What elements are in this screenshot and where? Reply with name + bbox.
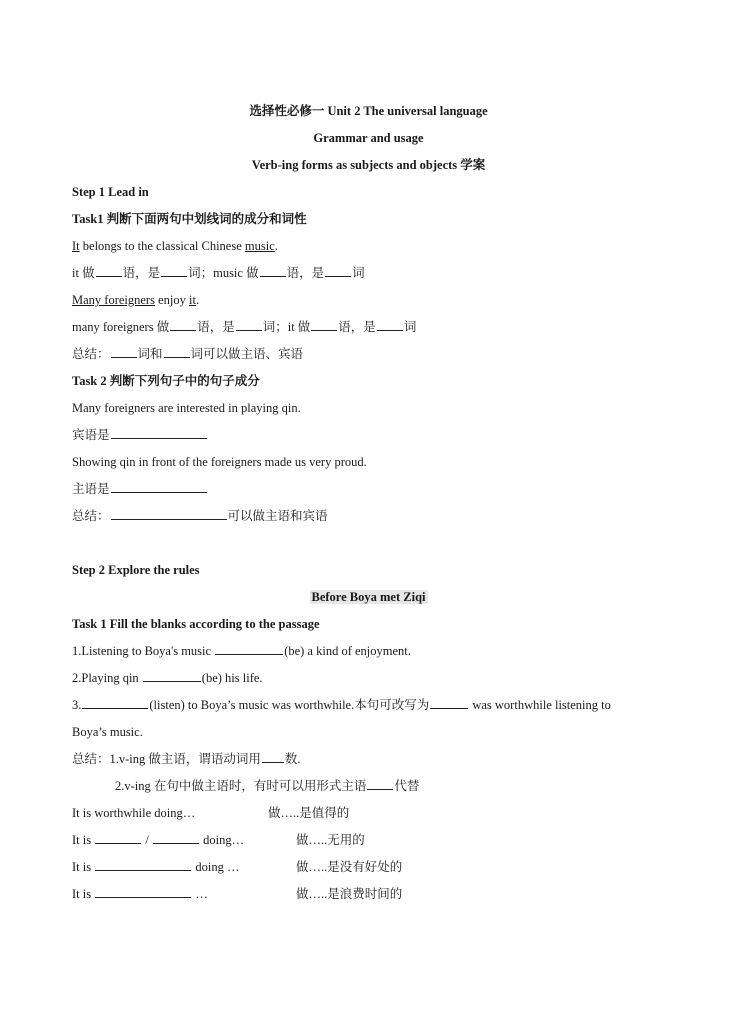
blank[interactable] bbox=[161, 265, 187, 277]
text: 2.Playing qin bbox=[72, 671, 142, 685]
blank[interactable] bbox=[111, 508, 227, 520]
phrase-4-meaning: 做…..是浪费时间的 bbox=[296, 887, 403, 901]
phrase-4 bbox=[72, 886, 208, 902]
phrase-1: It is worthwhile doing… bbox=[72, 806, 196, 820]
blank[interactable] bbox=[95, 832, 141, 844]
step2-heading: Step 2 Explore the rules bbox=[72, 563, 200, 577]
text: 语，是 bbox=[122, 266, 161, 280]
phrase-2 bbox=[72, 832, 244, 848]
task2-summary bbox=[72, 508, 328, 524]
underlined-word: It bbox=[72, 239, 80, 253]
blank[interactable] bbox=[96, 265, 122, 277]
phrase-2-meaning: 做…..无用的 bbox=[296, 833, 365, 847]
blank[interactable] bbox=[95, 886, 191, 898]
summary-1 bbox=[72, 751, 301, 767]
text: 词 bbox=[403, 320, 417, 334]
blank[interactable] bbox=[260, 265, 286, 277]
text: 可以做主语和宾语 bbox=[227, 509, 328, 523]
text: 数. bbox=[284, 752, 301, 766]
text: 语，是 bbox=[286, 266, 325, 280]
text: 1.Listening to Boya's music bbox=[72, 644, 215, 658]
blank[interactable] bbox=[325, 265, 351, 277]
task1-summary bbox=[72, 346, 303, 362]
task2-heading: Task 2 判断下列句子中的句子成分 bbox=[72, 374, 260, 388]
text: doing… bbox=[199, 833, 245, 847]
blank[interactable] bbox=[262, 751, 284, 763]
item-3-continued: Boya’s music. bbox=[72, 725, 143, 739]
blank[interactable] bbox=[95, 859, 191, 871]
text: doing … bbox=[192, 860, 240, 874]
doc-topic: Verb-ing forms as subjects and objects 学案 bbox=[251, 158, 486, 172]
sentence-1 bbox=[72, 238, 278, 254]
task1-heading: Task1 判断下面两句中划线词的成分和词性 bbox=[72, 212, 307, 226]
step2-task1-heading: Task 1 Fill the blanks according to the passage bbox=[72, 617, 320, 631]
item-1 bbox=[72, 643, 411, 659]
text: it 做 bbox=[72, 266, 95, 280]
item-2 bbox=[72, 670, 263, 686]
blank[interactable] bbox=[430, 697, 468, 709]
blank[interactable] bbox=[311, 319, 337, 331]
text: 3. bbox=[72, 698, 82, 712]
text: 语，是 bbox=[197, 320, 235, 334]
doc-subtitle: Grammar and usage bbox=[313, 131, 424, 145]
subject-line bbox=[72, 481, 208, 497]
text: . bbox=[274, 239, 278, 253]
underlined-word: Many foreigners bbox=[72, 293, 155, 307]
text: 2.v-ing 在句中做主语时，有时可以用形式主语 bbox=[115, 779, 367, 793]
blank[interactable] bbox=[143, 670, 201, 682]
text: 词和 bbox=[137, 347, 163, 361]
text: It is bbox=[72, 833, 95, 847]
text: 总结：1.v-ing 做主语，谓语动词用 bbox=[72, 752, 261, 766]
text: . bbox=[195, 293, 200, 307]
text: It is bbox=[72, 887, 95, 901]
blank[interactable] bbox=[215, 643, 283, 655]
text: (be) his life. bbox=[201, 671, 263, 685]
blank[interactable] bbox=[236, 319, 262, 331]
text: 主语是 bbox=[72, 482, 110, 496]
blank[interactable] bbox=[153, 832, 199, 844]
blank[interactable] bbox=[111, 481, 207, 493]
blank[interactable] bbox=[82, 697, 148, 709]
text: 词；it 做 bbox=[262, 320, 311, 334]
item-3 bbox=[72, 697, 611, 713]
text: belongs to the classical Chinese bbox=[79, 239, 245, 253]
object-line bbox=[72, 427, 208, 443]
text: was worthwhile listening to bbox=[469, 698, 611, 712]
underlined-word: music bbox=[244, 239, 275, 253]
text: / bbox=[142, 833, 152, 847]
text: 代替 bbox=[394, 779, 420, 793]
summary-2 bbox=[115, 778, 419, 794]
sentence-2 bbox=[72, 292, 199, 308]
passage-title bbox=[0, 589, 737, 605]
text: It is bbox=[72, 860, 95, 874]
phrase-3 bbox=[72, 859, 239, 875]
phrase-3-meaning: 做…..是没有好处的 bbox=[296, 860, 403, 874]
task2-sentence-2: Showing qin in front of the foreigners made us very proud. bbox=[72, 455, 367, 469]
text: (be) a kind of enjoyment. bbox=[284, 644, 411, 658]
blank[interactable] bbox=[367, 778, 393, 790]
blank[interactable] bbox=[377, 319, 403, 331]
step1-heading: Step 1 Lead in bbox=[72, 185, 149, 199]
text: 语，是 bbox=[338, 320, 376, 334]
blank[interactable] bbox=[164, 346, 190, 358]
text: 宾语是 bbox=[72, 428, 110, 442]
phrase-1-meaning: 做…..是值得的 bbox=[268, 806, 350, 820]
question-1 bbox=[72, 265, 365, 281]
text: many foreigners 做 bbox=[72, 320, 170, 334]
text: 总结： bbox=[72, 509, 110, 523]
blank[interactable] bbox=[111, 346, 137, 358]
blank[interactable] bbox=[170, 319, 196, 331]
text: 总结： bbox=[72, 347, 110, 361]
doc-title: 选择性必修一 Unit 2 The universal language bbox=[249, 104, 488, 118]
text: 词 bbox=[352, 266, 365, 280]
text: … bbox=[192, 887, 208, 901]
text: enjoy bbox=[154, 293, 189, 307]
blank[interactable] bbox=[111, 427, 207, 439]
text: Before Boya met Ziqi bbox=[311, 590, 426, 604]
text: 词；music 做 bbox=[188, 266, 259, 280]
underlined-word: it bbox=[189, 293, 196, 307]
question-2 bbox=[72, 319, 416, 335]
task2-sentence-1: Many foreigners are interested in playing qin. bbox=[72, 401, 301, 415]
text: (listen) to Boya’s music was worthwhile.本句可改写为 bbox=[149, 698, 430, 712]
text: 词可以做主语、宾语 bbox=[190, 347, 304, 361]
